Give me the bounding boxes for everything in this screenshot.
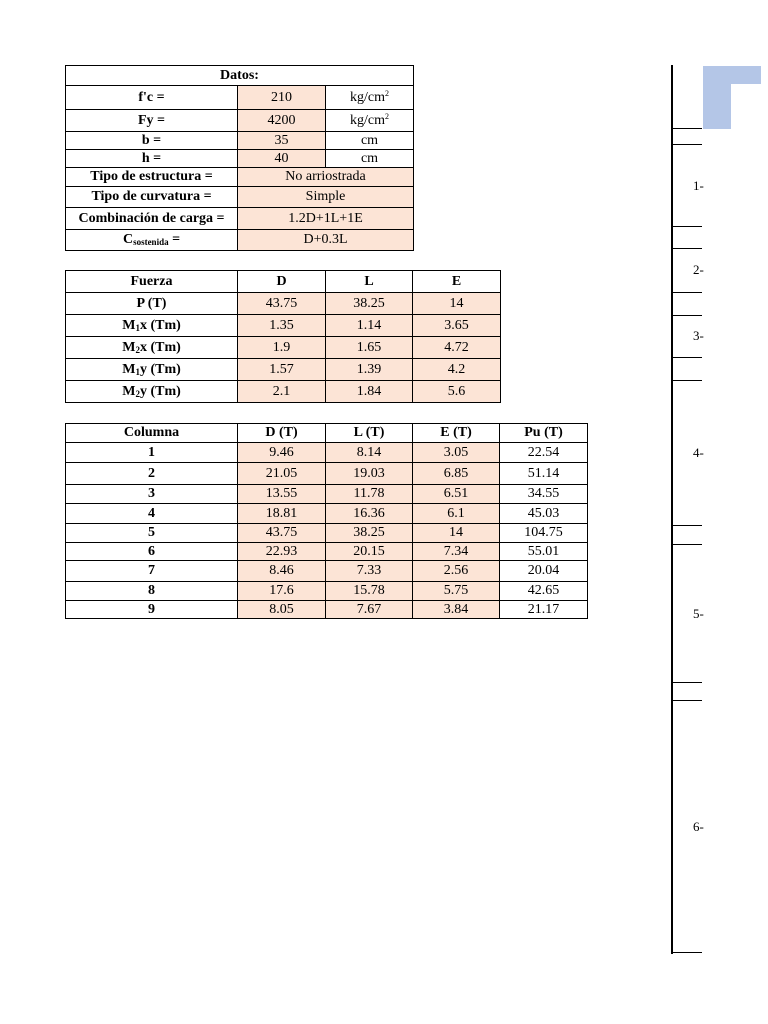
table-row: [66, 543, 588, 561]
column-pu: 51.14: [500, 463, 588, 485]
combinacion-label: Combinación de carga =: [66, 208, 238, 230]
fuerza-label: $M_1x$ (Tm): [66, 315, 238, 337]
side-divider: [673, 700, 702, 701]
fuerza-l[interactable]: 1.14: [326, 315, 413, 337]
columna-number: 8: [66, 582, 238, 601]
tipo-estructura-value[interactable]: No arriostrada: [238, 168, 414, 187]
side-header-fill-top: [731, 66, 761, 84]
fuerza-d[interactable]: 43.75: [238, 293, 326, 315]
fy-value[interactable]: 4200: [238, 110, 326, 132]
side-divider: [673, 544, 702, 545]
column-dt[interactable]: 22.93: [238, 543, 326, 561]
l-header: L: [326, 271, 413, 293]
column-dt[interactable]: 8.05: [238, 601, 326, 619]
e-header: E: [413, 271, 501, 293]
fuerza-e[interactable]: 5.6: [413, 381, 501, 403]
side-row-label: 4-: [693, 445, 704, 460]
b-value[interactable]: 35: [238, 132, 326, 150]
table-row: [66, 504, 588, 524]
columna-number: 6: [66, 543, 238, 561]
table-row: [66, 463, 588, 485]
column-pu: 20.04: [500, 561, 588, 582]
fuerza-e[interactable]: 4.72: [413, 337, 501, 359]
columna-number: 3: [66, 485, 238, 504]
side-divider: [673, 226, 702, 227]
column-lt[interactable]: 19.03: [326, 463, 413, 485]
column-dt[interactable]: 9.46: [238, 443, 326, 463]
column-lt[interactable]: 7.33: [326, 561, 413, 582]
side-divider: [673, 144, 702, 145]
et-header: E (T): [413, 424, 500, 443]
fuerza-row: [66, 315, 501, 337]
table-row: [66, 485, 588, 504]
tipo-estructura-label: Tipo de estructura =: [66, 168, 238, 187]
fuerza-l[interactable]: 1.39: [326, 359, 413, 381]
fuerza-label: $M_2x$ (Tm): [66, 337, 238, 359]
fuerza-label: $M_2y$ (Tm): [66, 381, 238, 403]
fuerza-l[interactable]: 38.25: [326, 293, 413, 315]
h-unit: cm: [326, 150, 414, 168]
fuerza-label: P (T): [66, 293, 238, 315]
side-divider: [673, 682, 702, 683]
fuerza-row: [66, 293, 501, 315]
lt-header: L (T): [326, 424, 413, 443]
fuerza-e[interactable]: 14: [413, 293, 501, 315]
fy-label: Fy =: [66, 110, 238, 132]
column-lt[interactable]: 15.78: [326, 582, 413, 601]
b-label: b =: [66, 132, 238, 150]
column-et[interactable]: 7.34: [413, 543, 500, 561]
column-pu: 34.55: [500, 485, 588, 504]
side-divider: [673, 128, 702, 129]
column-dt[interactable]: 18.81: [238, 504, 326, 524]
column-et[interactable]: 3.84: [413, 601, 500, 619]
h-value[interactable]: 40: [238, 150, 326, 168]
column-dt[interactable]: 21.05: [238, 463, 326, 485]
side-divider: [673, 248, 702, 249]
table-row: [66, 582, 588, 601]
side-divider: [673, 380, 702, 381]
side-divider: [673, 525, 702, 526]
side-divider: [673, 952, 702, 953]
column-pu: 45.03: [500, 504, 588, 524]
columna-number: 9: [66, 601, 238, 619]
columna-number: 5: [66, 524, 238, 543]
side-row-label: 1-: [693, 178, 704, 193]
side-divider: [673, 292, 702, 293]
column-dt[interactable]: 17.6: [238, 582, 326, 601]
fy-unit: $kg/cm^2$: [326, 110, 414, 132]
fuerza-e[interactable]: 3.65: [413, 315, 501, 337]
column-pu: 42.65: [500, 582, 588, 601]
columnas-table: [65, 423, 588, 619]
side-row-label: 5-: [693, 606, 704, 621]
column-et[interactable]: 5.75: [413, 582, 500, 601]
fuerza-row: [66, 337, 501, 359]
b-unit: cm: [326, 132, 414, 150]
columna-number: 4: [66, 504, 238, 524]
column-et[interactable]: 6.51: [413, 485, 500, 504]
fuerza-row: [66, 381, 501, 403]
column-dt[interactable]: 8.46: [238, 561, 326, 582]
fuerza-header: Fuerza: [66, 271, 238, 293]
side-row-label: 2-: [693, 262, 704, 277]
tipo-curvatura-value[interactable]: Simple: [238, 187, 414, 208]
column-lt[interactable]: 7.67: [326, 601, 413, 619]
column-dt[interactable]: 13.55: [238, 485, 326, 504]
column-lt[interactable]: 16.36: [326, 504, 413, 524]
fuerza-d[interactable]: 2.1: [238, 381, 326, 403]
combinacion-value[interactable]: 1.2D+1L+1E: [238, 208, 414, 230]
side-panel: [671, 65, 702, 954]
column-pu: 21.17: [500, 601, 588, 619]
column-pu: 104.75: [500, 524, 588, 543]
fuerza-d[interactable]: 1.9: [238, 337, 326, 359]
side-header-fill: [703, 66, 731, 129]
fuerza-d[interactable]: 1.35: [238, 315, 326, 337]
fuerza-row: [66, 359, 501, 381]
table-row: [66, 561, 588, 582]
column-et[interactable]: 2.56: [413, 561, 500, 582]
fc-label: f'c =: [66, 86, 238, 110]
side-divider: [673, 357, 702, 358]
fc-value[interactable]: 210: [238, 86, 326, 110]
fuerza-e[interactable]: 4.2: [413, 359, 501, 381]
datos-table: [65, 65, 414, 251]
column-et[interactable]: 3.05: [413, 443, 500, 463]
column-et[interactable]: 6.85: [413, 463, 500, 485]
side-divider: [673, 315, 702, 316]
columna-header: Columna: [66, 424, 238, 443]
datos-title: Datos:: [66, 66, 414, 86]
fuerza-l[interactable]: 1.65: [326, 337, 413, 359]
side-row-label: 3-: [693, 328, 704, 343]
column-lt[interactable]: 11.78: [326, 485, 413, 504]
d-header: D: [238, 271, 326, 293]
fuerza-label: $M_1y$ (Tm): [66, 359, 238, 381]
fc-unit: $kg/cm^2$: [326, 86, 414, 110]
table-row: [66, 601, 588, 619]
csostenida-value[interactable]: D+0.3L: [238, 230, 414, 251]
table-row: [66, 524, 588, 543]
column-pu: 55.01: [500, 543, 588, 561]
column-lt[interactable]: 38.25: [326, 524, 413, 543]
column-dt[interactable]: 43.75: [238, 524, 326, 543]
column-et[interactable]: 6.1: [413, 504, 500, 524]
columna-number: 1: [66, 443, 238, 463]
column-pu: 22.54: [500, 443, 588, 463]
tipo-curvatura-label: Tipo de curvatura =: [66, 187, 238, 208]
column-et[interactable]: 14: [413, 524, 500, 543]
column-lt[interactable]: 20.15: [326, 543, 413, 561]
h-label: h =: [66, 150, 238, 168]
side-row-label: 6-: [693, 819, 704, 834]
columna-number: 7: [66, 561, 238, 582]
pu-header: Pu (T): [500, 424, 588, 443]
dt-header: D (T): [238, 424, 326, 443]
column-lt[interactable]: 8.14: [326, 443, 413, 463]
fuerzas-table: [65, 270, 501, 403]
csostenida-label: $C_{sostenida}$ =: [66, 230, 238, 251]
fuerza-d[interactable]: 1.57: [238, 359, 326, 381]
fuerza-l[interactable]: 1.84: [326, 381, 413, 403]
table-row: [66, 443, 588, 463]
columna-number: 2: [66, 463, 238, 485]
